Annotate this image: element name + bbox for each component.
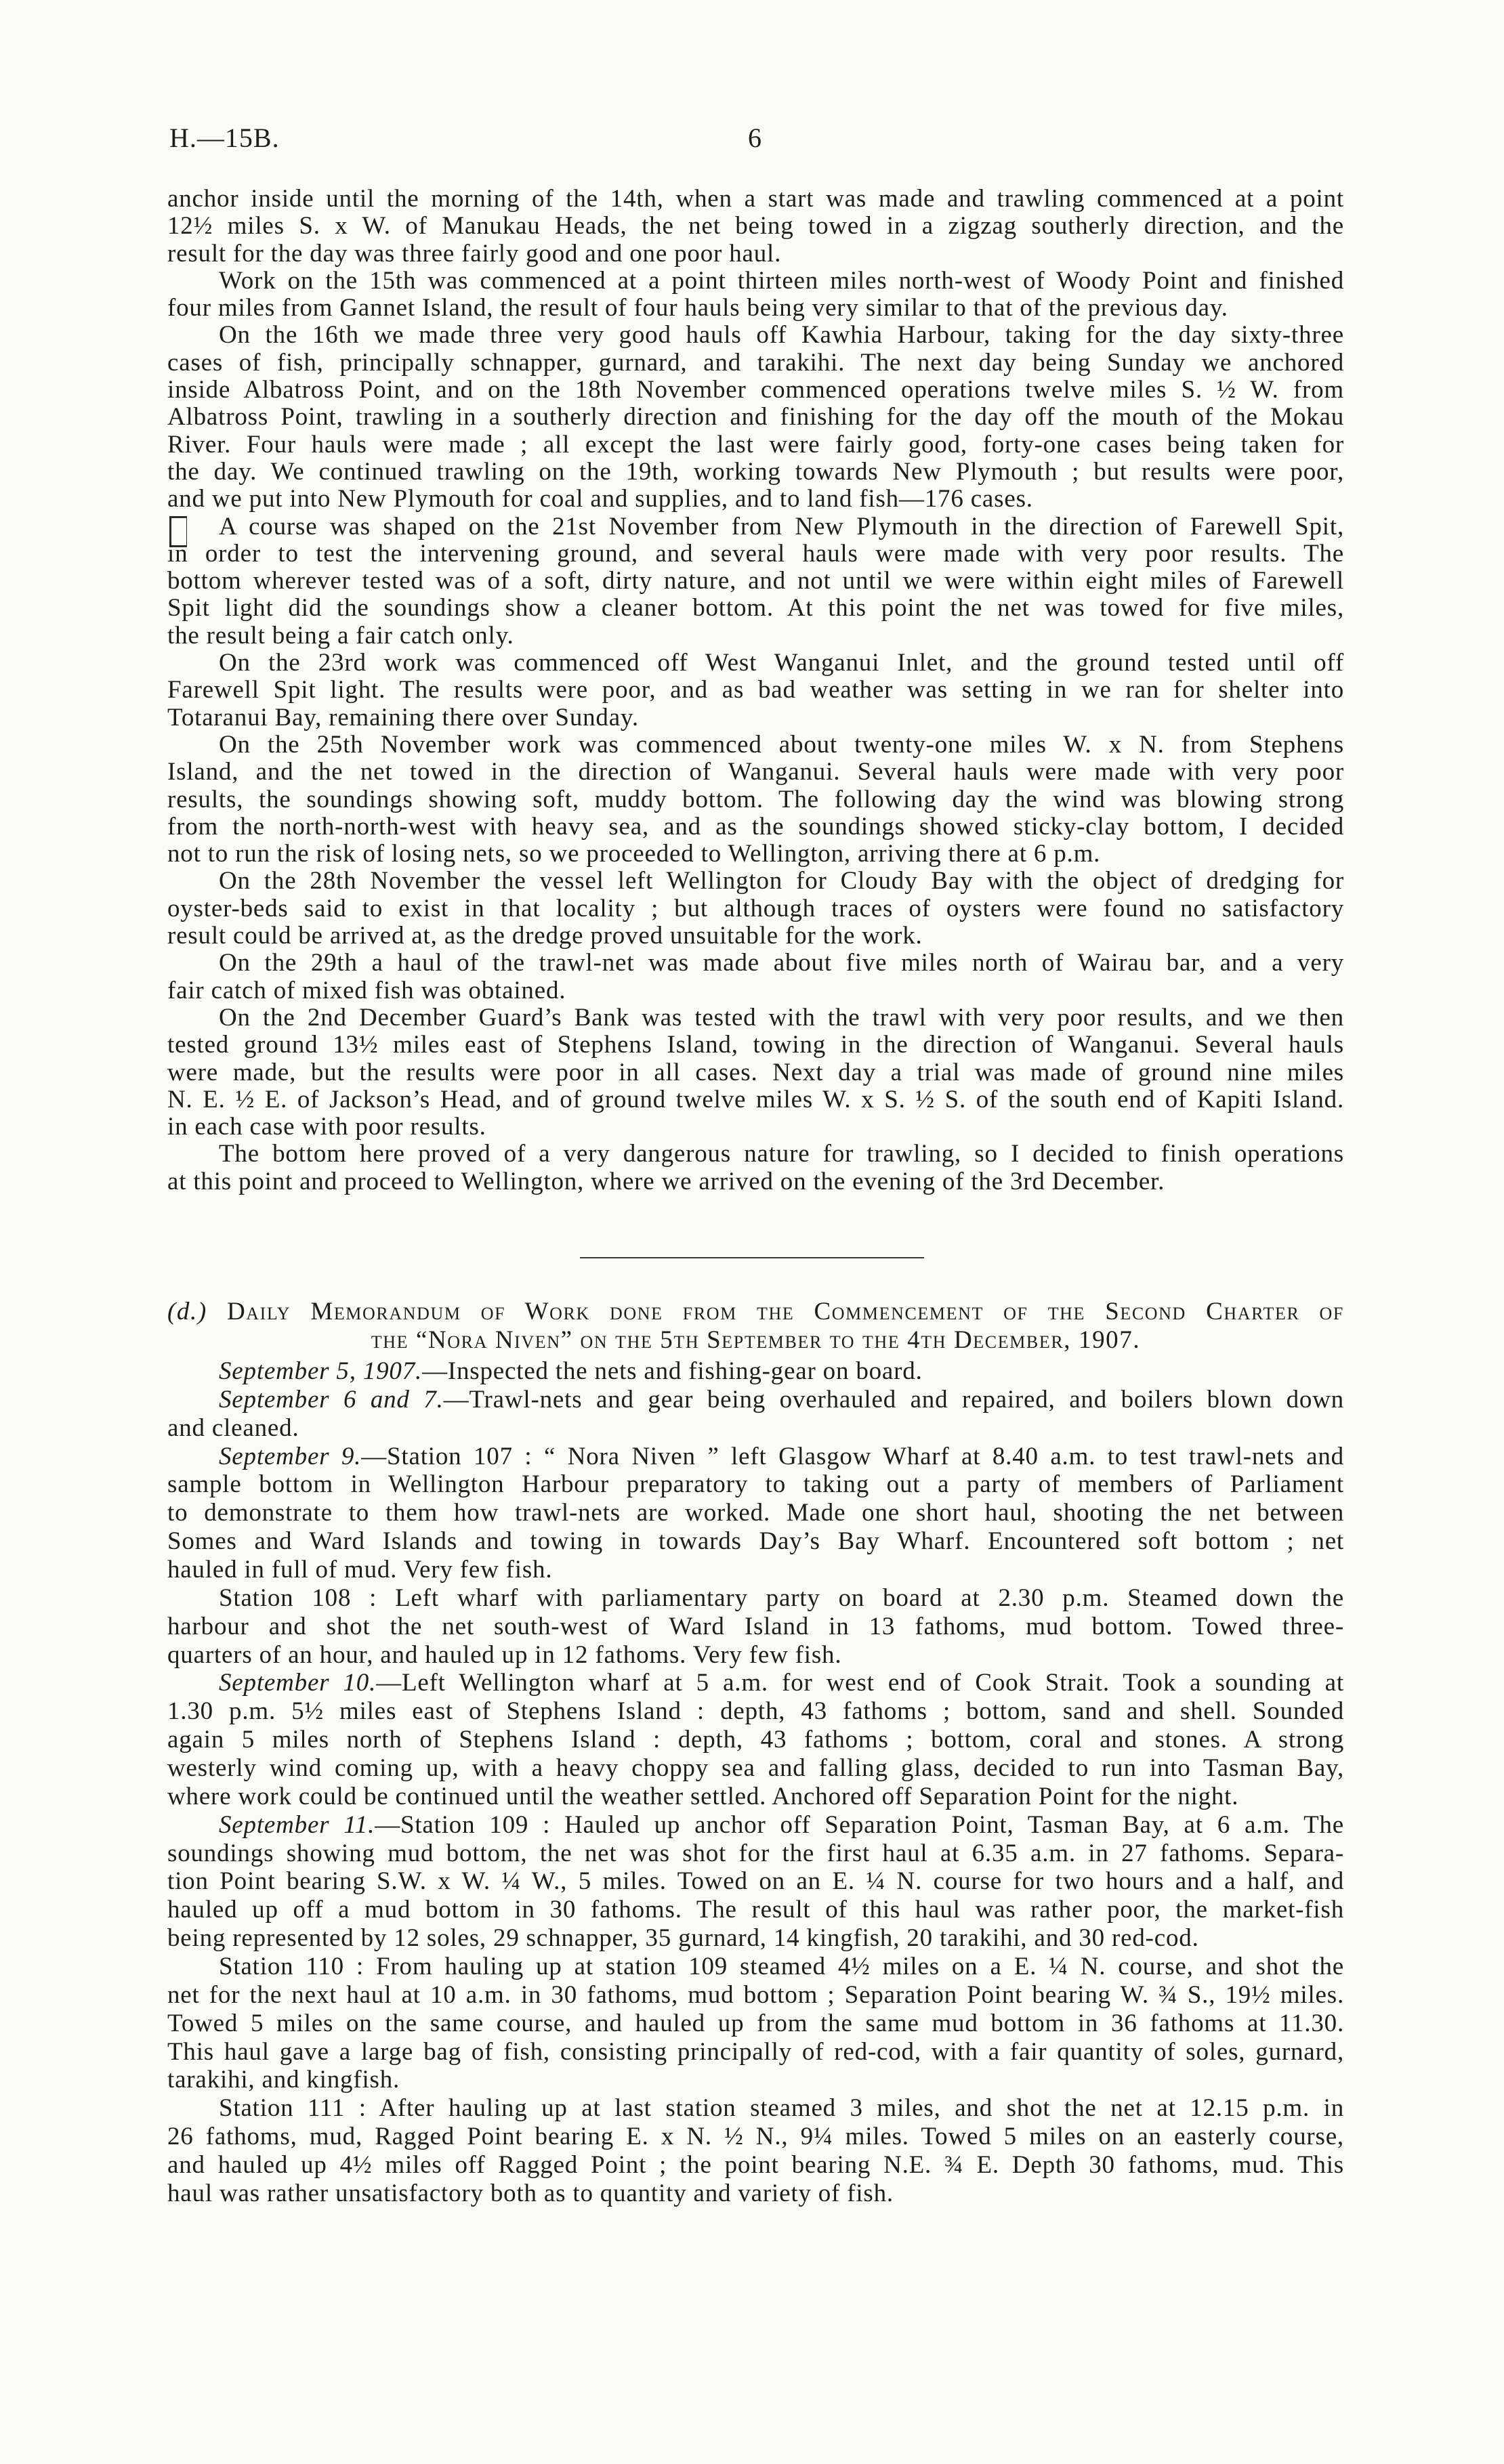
memorandum-title: Daily Memorandum of Work done from the Commencement of the Second Charter of	[226, 1298, 1344, 1325]
memorandum-entry	[167, 1386, 1344, 1443]
text-line: tarakihi, and kingfish.	[167, 2066, 400, 2094]
memorandum-entry	[167, 1953, 1344, 2094]
text-line: and we put into New Plymouth for coal and supplies, and to land fish—176 cases.	[167, 485, 1033, 513]
text-line: River. Four hauls were made ; all except the last were fairly good, forty-one cases being taken for	[167, 430, 1344, 459]
text-line: Totaranui Bay, remaining there over Sunday.	[167, 703, 639, 731]
memorandum-body	[167, 1357, 1344, 2208]
paragraph	[167, 731, 1344, 868]
entry-date: September 10.	[219, 1669, 377, 1697]
text-line: at this point and proceed to Wellington, where we arrived on the evening of the 3rd December.	[167, 1167, 1165, 1195]
text-line: 26 fathoms, mud, Ragged Point bearing E. x N. ½ N., 9¼ miles. Towed 5 miles on an easterly course,	[167, 2123, 1344, 2151]
memorandum-entry	[167, 1811, 1344, 1953]
text-line: On the 29th a haul of the trawl-net was made about five miles north of Wairau bar, and a very	[219, 949, 1344, 977]
text-line: result for the day was three fairly good and one poor haul.	[167, 239, 782, 268]
paragraph	[167, 322, 1344, 513]
text-line: and cleaned.	[167, 1414, 299, 1442]
paragraph	[167, 650, 1344, 731]
document-code: H.—15B.	[169, 123, 280, 153]
section-label: (d.)	[167, 1298, 207, 1325]
text-line	[167, 1443, 1344, 1471]
entry-text: Station 110 : From hauling up at station 109 steamed 4½ miles on a E. ¼ N. course, and shot the	[219, 1953, 1344, 1981]
text-line	[167, 1584, 1344, 1613]
text-line: On the 16th we made three very good hauls off Kawhia Harbour, taking for the day sixty-three	[219, 321, 1344, 349]
text-line: Work on the 15th was commenced at a point thirteen miles north-west of Woody Point and finished	[219, 266, 1344, 295]
text-line: Island, and the net towed in the direction of Wanganui. Several hauls were made with very poor	[167, 758, 1344, 786]
text-line: On the 25th November work was commenced about twenty-one miles W. x N. from Stephens	[219, 730, 1344, 759]
entry-text: Station 108 : Left wharf with parliamentary party on board at 2.30 p.m. Steamed down the	[219, 1584, 1344, 1612]
text-line: On the 2nd December Guard’s Bank was tested with the trawl with very poor results, and we then	[219, 1003, 1344, 1032]
entry-text: —Trawl-nets and gear being overhauled and repaired, and boilers blown down	[443, 1385, 1344, 1414]
text-line: result could be arrived at, as the dredge proved unsuitable for the work.	[167, 922, 923, 950]
text-line: tion Point bearing S.W. x W. ¼ W., 5 miles. Towed on an E. ¼ N. course for two hours and a half, and	[167, 1867, 1344, 1896]
paragraph	[167, 1141, 1344, 1195]
text-line	[167, 1669, 1344, 1697]
entry-date: September 6 and 7.	[219, 1385, 444, 1414]
text-line: the day. We continued trawling on the 19th, working towards New Plymouth ; but results were poor,	[167, 457, 1344, 486]
text-line: sample bottom in Wellington Harbour preparatory to taking out a party of members of Parliament	[167, 1470, 1344, 1499]
text-line: being represented by 12 soles, 29 schnapper, 35 gurnard, 14 kingfish, 20 tarakihi, and 30 red-cod.	[167, 1924, 1199, 1953]
entry-date: September 11.	[219, 1810, 375, 1839]
text-line: westerly wind coming up, with a heavy choppy sea and falling glass, decided to run into Tasman Bay,	[167, 1754, 1344, 1783]
text-line	[167, 1386, 1344, 1414]
text-line: were made, but the results were poor in all cases. Next day a trial was made of ground nine miles	[167, 1058, 1344, 1086]
report-body	[167, 186, 1344, 1195]
text-line: anchor inside until the morning of the 14th, when a start was made and trawling commenced at a point	[167, 185, 1344, 213]
memorandum-entry	[167, 1584, 1344, 1670]
text-line: not to run the risk of losing nets, so we proceeded to Wellington, arriving there at 6 p.m.	[167, 840, 1101, 868]
text-line: On the 23rd work was commenced off West Wanganui Inlet, and the ground tested until off	[219, 649, 1344, 677]
memorandum-entry	[167, 2094, 1344, 2207]
text-line: The bottom here proved of a very dangerous nature for trawling, so I decided to finish operations	[219, 1140, 1344, 1168]
text-line: haul was rather unsatisfactory both as to quantity and variety of fish.	[167, 2179, 894, 2207]
text-line	[167, 1953, 1344, 1981]
entry-date: September 5, 1907.	[219, 1357, 423, 1385]
entry-text: Station 111 : After hauling up at last station steamed 3 miles, and shot the net at 12.15 p.m. in	[219, 2094, 1344, 2123]
text-line: N. E. ½ E. of Jackson’s Head, and of ground twelve miles W. x S. ½ S. of the south end of Kapiti Island.	[167, 1085, 1344, 1113]
text-line: hauled up off a mud bottom in 30 fathoms. The result of this haul was rather poor, the market-fish	[167, 1896, 1344, 1924]
memorandum-title-line	[167, 1298, 1344, 1326]
text-line: four miles from Gannet Island, the result of four hauls being very similar to that of the previous day.	[167, 294, 1228, 322]
paragraph	[167, 186, 1344, 268]
text-line: This haul gave a large bag of fish, consisting principally of red-cod, with a fair quantity of soles, gurnard,	[167, 2037, 1344, 2066]
text-line: cases of fish, principally schnapper, gurnard, and tarakihi. The next day being Sunday we anchored	[167, 348, 1344, 377]
text-line: Farewell Spit light. The results were poor, and as bad weather was setting in we ran for shelter into	[167, 676, 1344, 704]
text-line: 12½ miles S. x W. of Manukau Heads, the net being towed in a zigzag southerly direction, and the	[167, 212, 1344, 240]
text-line: from the north-north-west with heavy sea, and as the soundings showed sticky-clay bottom, I decided	[167, 812, 1344, 841]
text-line: Somes and Ward Islands and towing in towards Day’s Bay Wharf. Encountered soft bottom ; net	[167, 1527, 1344, 1556]
text-line	[167, 1357, 1344, 1386]
paragraph	[167, 868, 1344, 950]
text-line: results, the soundings showing soft, muddy bottom. The following day the wind was blowing strong	[167, 785, 1344, 813]
memorandum-entry	[167, 1669, 1344, 1810]
text-line: tested ground 13½ miles east of Stephens Island, towing in the direction of Wanganui. Several hauls	[167, 1031, 1344, 1059]
memorandum-heading	[167, 1298, 1344, 1354]
text-line: inside Albatross Point, and on the 18th November commenced operations twelve miles S. ½ W. from	[167, 376, 1344, 404]
entry-date: September 9.	[219, 1442, 362, 1470]
text-line: and hauled up 4½ miles off Ragged Point ; the point bearing N.E. ¾ E. Depth 30 fathoms, mud. This	[167, 2151, 1344, 2180]
entry-text: —Station 109 : Hauled up anchor off Separation Point, Tasman Bay, at 6 a.m. The	[375, 1810, 1344, 1839]
entry-text: —Inspected the nets and fishing-gear on board.	[422, 1357, 923, 1385]
text-line: oyster-beds said to exist in that locality ; but although traces of oysters were found no satisfactory	[167, 894, 1344, 922]
text-line: soundings showing mud bottom, the net was shot for the first haul at 6.35 a.m. in 27 fathoms. Separa-	[167, 1839, 1344, 1867]
text-line: Spit light did the soundings show a cleaner bottom. At this point the net was towed for five miles,	[167, 594, 1344, 622]
text-line	[167, 1811, 1344, 1840]
text-line: the result being a fair catch only.	[167, 621, 514, 650]
memorandum-entry	[167, 1357, 1344, 1386]
text-line: in order to test the intervening ground, and several hauls were made with very poor results. The	[167, 539, 1344, 568]
text-line: Albatross Point, trawling in a southerly direction and finishing for the day off the mouth of the Mokau	[167, 403, 1344, 431]
paragraph	[167, 950, 1344, 1004]
text-line: where work could be continued until the weather settled. Anchored off Separation Point for the night.	[167, 1782, 1239, 1810]
text-line: A course was shaped on the 21st November from New Plymouth in the direction of Farewell Spit,	[219, 512, 1344, 540]
text-line: again 5 miles north of Stephens Island : depth, 43 fathoms ; bottom, coral and stones. A strong	[167, 1726, 1344, 1754]
section-divider	[580, 1257, 924, 1258]
text-line: fair catch of mixed fish was obtained.	[167, 976, 566, 1004]
text-line: On the 28th November the vessel left Wellington for Cloudy Bay with the object of dredging for	[219, 867, 1344, 895]
entry-text: —Station 107 : “ Nora Niven ” left Glasgow Wharf at 8.40 a.m. to test trawl-nets and	[361, 1442, 1344, 1470]
text-line: in each case with poor results.	[167, 1113, 486, 1141]
page-number: 6	[748, 123, 761, 153]
text-line	[167, 2094, 1344, 2123]
text-line: bottom wherever tested was of a soft, dirty nature, and not until we were within eight miles of Farewell	[167, 567, 1344, 595]
text-line: 1.30 p.m. 5½ miles east of Stephens Island : depth, 43 fathoms ; bottom, sand and shell. Sounded	[167, 1697, 1344, 1726]
paragraph	[167, 1004, 1344, 1141]
text-line: harbour and shot the net south-west of Ward Island in 13 fathoms, mud bottom. Towed three-	[167, 1612, 1344, 1640]
memorandum-title-line: the “Nora Niven” on the 5th September to the 4th December, 1907.	[371, 1325, 1141, 1354]
paragraph	[167, 268, 1344, 322]
memorandum-entry	[167, 1443, 1344, 1584]
paragraph	[167, 513, 1344, 650]
text-line: to demonstrate to them how trawl-nets are worked. Made one short haul, shooting the net between	[167, 1499, 1344, 1527]
entry-text: —Left Wellington wharf at 5 a.m. for west end of Cook Strait. Took a sounding at	[376, 1669, 1344, 1697]
text-line: Towed 5 miles on the same course, and hauled up from the same mud bottom in 36 fathoms at 11.30.	[167, 2009, 1344, 2037]
text-line: hauled in full of mud. Very few fish.	[167, 1556, 553, 1584]
text-line: quarters of an hour, and hauled up in 12 fathoms. Very few fish.	[167, 1640, 842, 1669]
text-line: net for the next haul at 10 a.m. in 30 fathoms, mud bottom ; Separation Point bearing W. ¾ S., 19½ miles.	[167, 1980, 1344, 2009]
